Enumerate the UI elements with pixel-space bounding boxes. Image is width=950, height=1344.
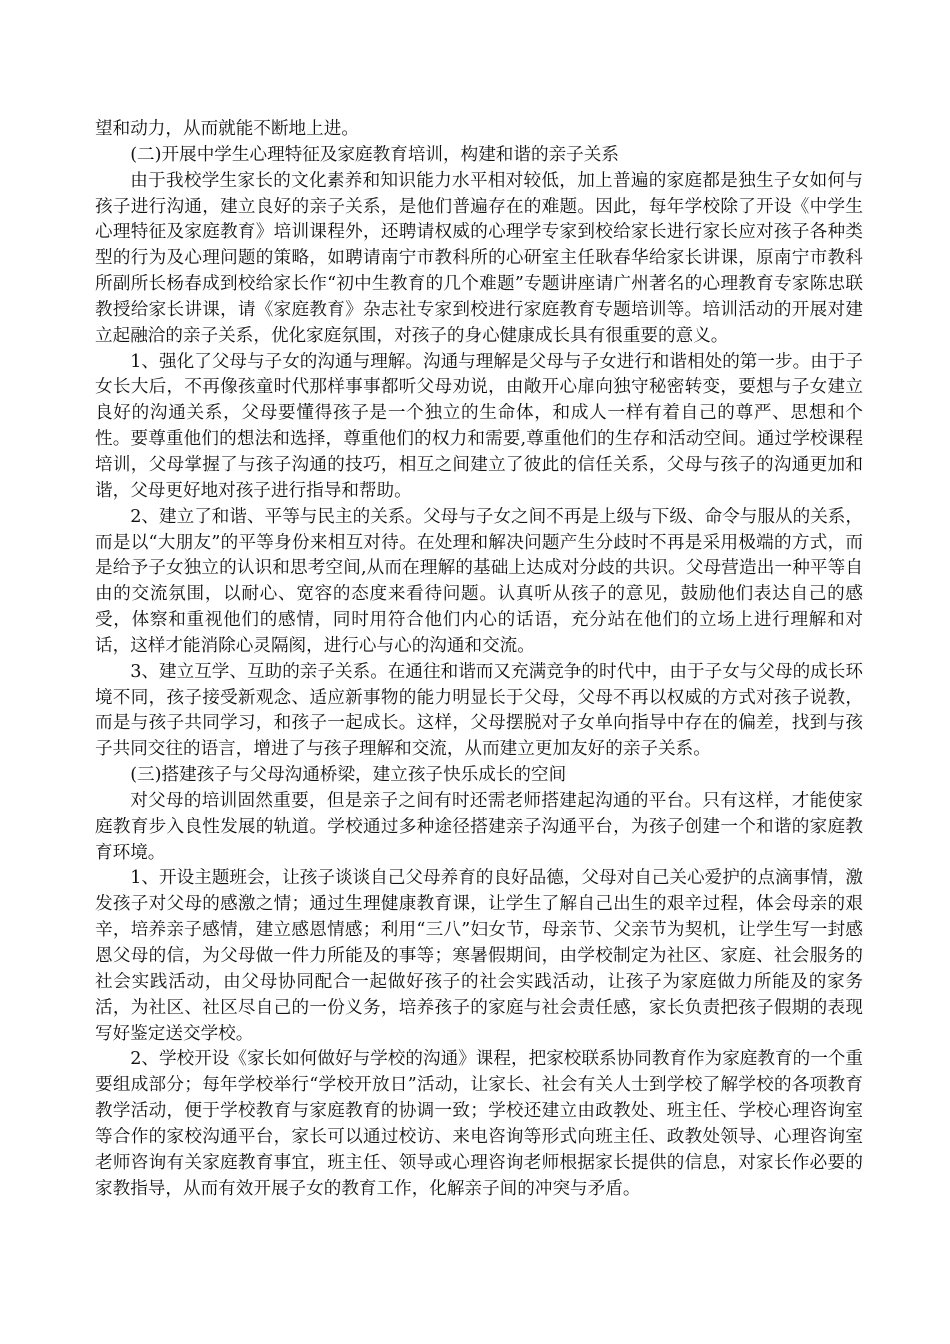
body-paragraph: 1、开设主题班会，让孩子谈谈自己父母养育的良好品德，父母对自己关心爱护的点滴事情，激发孩子对父母的感激之情；通过生理健康教育课，让学生了解自己出生的艰辛过程，体会母亲的艰辛，培养亲子感情，建立感恩情感；利用“三八”妇女节，母亲节、父亲节为契机，让学生写一封感恩父母的信，为父母做一件力所能及的事等；寒暑假期间，由学校制定为社区、家庭、社会服务的社会实践活动，由父母协同配合一起做好孩子的社会实践活动，让孩子为家庭做力所能及的家务活，为社区、社区尽自己的一份义务，培养孩子的家庭与社会责任感，家长负责把孩子假期的表现写好鉴定送交学校。 — [95, 868, 863, 1044]
section-heading-2: (二)开展中学生心理特征及家庭教育培训，构建和谐的亲子关系 — [130, 144, 619, 165]
body-paragraph: 2、学校开设《家长如何做好与学校的沟通》课程，把家校联系协同教育作为家庭教育的一个重要组成部分；每年学校举行“学校开放日”活动，让家长、社会有关人士到学校了解学校的各项教育教学活动，便于学校教育与家庭教育的协调一致；学校还建立由政教处、班主任、学校心理咨询室等合作的家校沟通平台，家长可以通过校访、来电咨询等形式向班主任、政教处领导、心理咨询室老师咨询有关家庭教育事宜，班主任、领导或心理咨询老师根据家长提供的信息，对家长作必要的家教指导，从而有效开展子女的教育工作，化解亲子间的冲突与矛盾。 — [95, 1049, 863, 1199]
document-page — [95, 117, 863, 1202]
body-paragraph: 1、强化了父母与子女的沟通与理解。沟通与理解是父母与子女进行和谐相处的第一步。由于子女长大后，不再像孩童时代那样事事都听父母劝说，由敞开心扉向独守秘密转变，要想与子女建立良好的沟通关系，父母要懂得孩子是一个独立的生命体，和成人一样有着自己的尊严、思想和个性。要尊重他们的想法和选择，尊重他们的权力和需要,尊重他们的生存和活动空间。通过学校课程培训，父母掌握了与孩子沟通的技巧，相互之间建立了彼此的信任关系，父母与孩子的沟通更加和谐，父母更好地对孩子进行指导和帮助。 — [95, 351, 863, 501]
body-paragraph: 2、建立了和谐、平等与民主的关系。父母与子女之间不再是上级与下级、命令与服从的关系，而是以“大朋友”的平等身份来相互对待。在处理和解决问题产生分歧时不再是采用极端的方式，而是给予子女独立的认识和思考空间,从而在理解的基础上达成对分歧的共识。父母营造出一种平等自由的交流氛围，以耐心、宽容的态度来看待问题。认真听从孩子的意见，鼓励他们表达自己的感受，体察和重视他们的感情，同时用符合他们内心的话语，充分站在他们的立场上进行理解和对话，这样才能消除心灵隔阂，进行心与心的沟通和交流。 — [95, 506, 863, 656]
body-paragraph: 对父母的培训固然重要，但是亲子之间有时还需老师搭建起沟通的平台。只有这样，才能使家庭教育步入良性发展的轨道。学校通过多种途径搭建亲子沟通平台，为孩子创建一个和谐的家庭教育环境。 — [95, 790, 863, 863]
body-paragraph: 3、建立互学、互助的亲子关系。在通往和谐而又充满竞争的时代中，由于子女与父母的成长环境不同，孩子接受新观念、适应新事物的能力明显长于父母，父母不再以权威的方式对孩子说教，而是与孩子共同学习，和孩子一起成长。这样，父母摆脱对子女单向指导中存在的偏差，找到与孩子共同交往的语言，增进了与孩子理解和交流，从而建立更加友好的亲子关系。 — [95, 661, 863, 760]
body-paragraph: 由于我校学生家长的文化素养和知识能力水平相对较低，加上普遍的家庭都是独生子女如何与孩子进行沟通，建立良好的亲子关系，是他们普遍存在的难题。因此，每年学校除了开设《中学生心理特征及家庭教育》培训课程外，还聘请权威的心理学专家到校给家长进行家长应对孩子各种类型的行为及心理问题的策略，如聘请南宁市教科所的心研室主任耿春华给家长讲课，原南宁市教科所副所长杨春成到校给家长作“初中生教育的几个难题”专题讲座请广州著名的心理教育专家陈忠联教授给家长讲课，请《家庭教育》杂志社专家到校进行家庭教育专题培训等。培训活动的开展对建立起融洽的亲子关系，优化家庭氛围，对孩子的身心健康成长具有很重要的意义。 — [95, 170, 863, 346]
section-heading-3: (三)搭建孩子与父母沟通桥梁，建立孩子快乐成长的空间 — [130, 765, 567, 786]
paragraph-continuation: 望和动力，从而就能不断地上进。 — [95, 119, 359, 139]
